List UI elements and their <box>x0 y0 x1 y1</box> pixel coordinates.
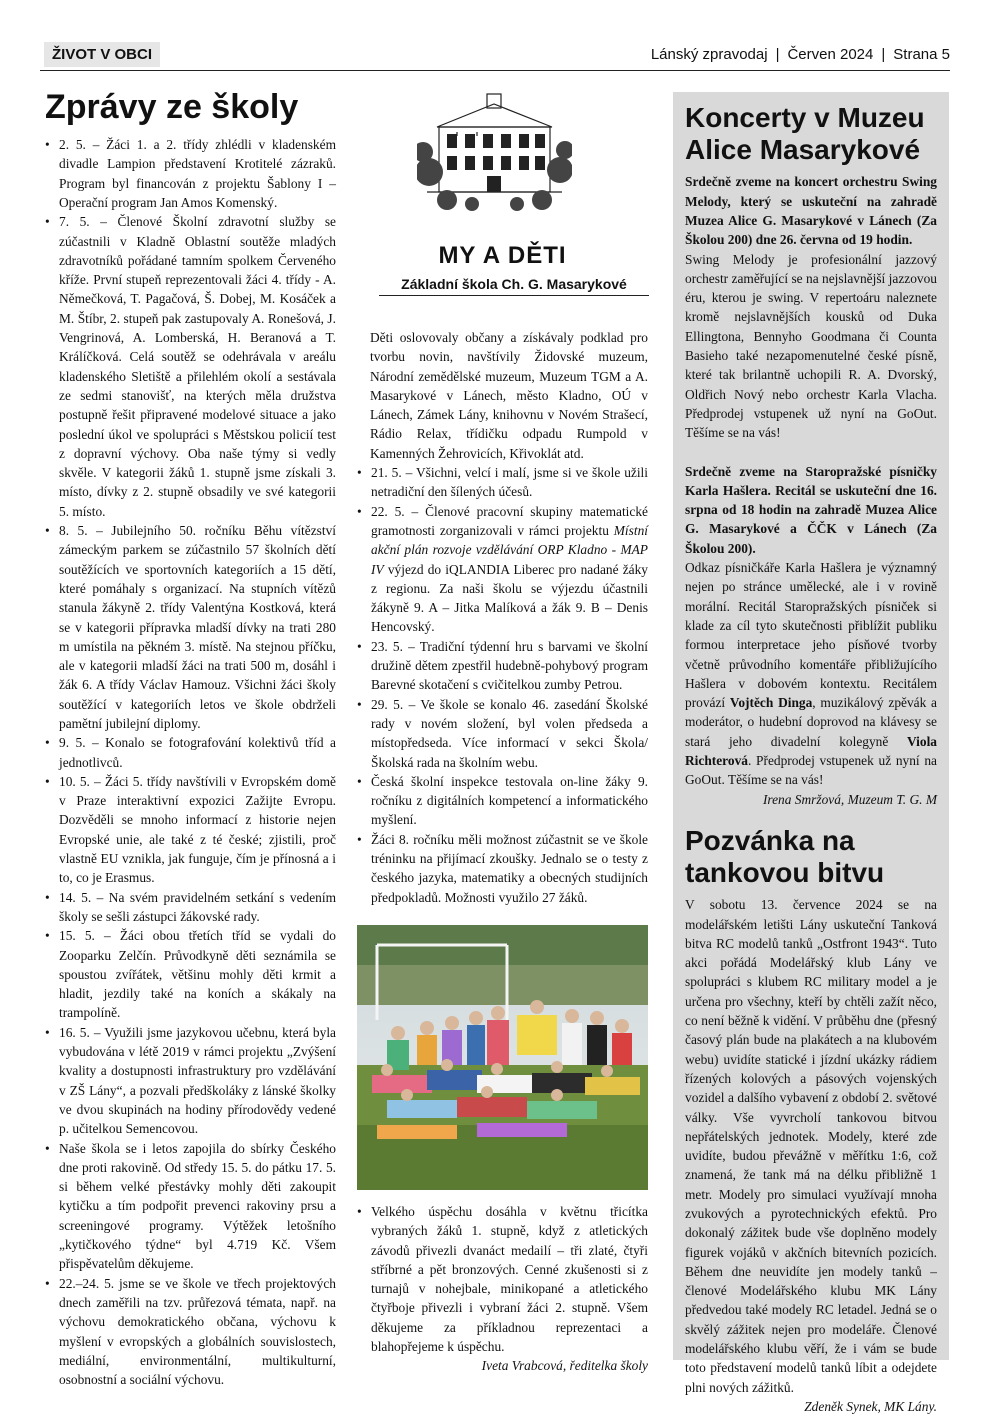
list-item: • 16. 5. – Využili jsme jazykovou učebnu, která byla vybudována v létě 2019 v rámci projektu „Zvýšení kvality a dostupnosti infrastruktury pro vzdělávání v ZŠ Lány“, a pozvali předškoláky z lánské školky ve dvou skupinách na hodiny přírodovědy vedené p. učitelkou Semencovou. <box>45 1023 336 1139</box>
school-building-drawing-icon <box>417 92 572 212</box>
school-news-list <box>45 135 336 1389</box>
concert-2-lead-text: Srdečně zveme na Staropražské písničky Karla Hašlera. Recitál se uskuteční dne 16. srpna od 18 hodin na zahradě Muzea Alice G. Masarykové a ČČK v Lánech (Za Školou 200). <box>685 463 937 556</box>
list-item: • 8. 5. – Jubilejního 50. ročníku Běhu vítězství zámeckým parkem se zúčastnilo 57 školních dětí soutěžících ve sportovních kategoriích a 15 dětí, které pomáhaly s organizací. Na stupních vítězů stanula žákyně 2. třídy Valentýna Kostková, která se v kategorii přípravka mladší dívky na trati 280 m umístila na pěkném 3. místě. Na stejnou příčku, ale v kategorii mladší žáci na trati 500 m, dosáhl i žák 6. A třídy Václav Hamouz. Všichni žáci školy soutěžící v kategoriích letos ve škole obdrželi pamětní jubilejní diplomy. <box>45 521 336 733</box>
school-news-column <box>45 80 336 1389</box>
signature: Iveta Vrabcová, ředitelka školy <box>481 1358 648 1374</box>
list-item: • 10. 5. – Žáci 5. třídy navštívili v Evropském domě v Praze interaktivní expozici Zažijte Evropu. Dozvěděli se mnoho informací z historie nejen Evropské unie, ale také z té české; zjistili, proč vlastně EU vznikla, jak funguje, čím je přínosná a i to, co je Erasmus. <box>45 772 336 888</box>
school-news-list-2 <box>357 463 648 907</box>
item-text: výjezd do iQLANDIA Liberec pro nadané žáky z regionu. Za naši školu se výjezdu účastnili žákyně 9. A – Jitka Malíková a žák 9. B – Denis Hencovský. <box>371 561 648 635</box>
performer-name: Vojtěch Dinga <box>729 695 813 711</box>
list-item: • 21. 5. – Všichni, velcí i malí, jsme si ve škole užili netradiční den šílených účesů. <box>357 463 648 502</box>
item-text: 22. 5. – Členové pracovní skupiny matematické gramotnosti zorganizovali v rámci projektu <box>371 503 648 538</box>
group-photo-icon <box>357 925 648 1190</box>
concert-2-text <box>685 558 937 790</box>
intro-paragraph: Děti oslovovaly občany a získávaly podklad pro tvorbu novin, navštívily Židovské muzeum, Národní zemědělské muzeum, Muzeum TGM a A. Masarykové v Lánech, město Kladno, OÚ v Lánech, Zámek Lány, knihovnu v Novém Strašecí, Rádio Relax, třídičku odpadu Rumpold v Kamenných Žehrovicích, Křivoklát atd. <box>370 330 648 461</box>
issue-date: Červen 2024 <box>787 46 874 63</box>
concert-1-lead <box>685 172 937 249</box>
tanks-title: Pozvánka na tankovou bitvu <box>685 824 885 889</box>
masthead-title: MY A DĚTI <box>438 242 567 269</box>
concert-2-text-b: , muzikálový zpěvák a moderátor, o hudební doprovod na klávesy se stará jeho divadelní kolegyně <box>685 695 937 749</box>
school-news-column-2 <box>357 80 648 1376</box>
concert-2-lead <box>685 462 937 558</box>
list-item: • 14. 5. – Na svém pravidelném setkání s vedením školy se sešli zástupci žákovské rady. <box>45 888 336 927</box>
publication-name: Lánský zpravodaj <box>650 46 768 63</box>
page-header <box>40 40 950 71</box>
concert-1-text: Swing Melody je profesionální jazzový orchestr zaměřující se na nejslavnější jazzovou éru, kterou je swing. V repertoáru naleznete kromě nejslavnějších kousků od Duka Ellingtona, Bennyho Goodmana či Counta Basieho také nezapomenutelné české písně, které tak brilantně uchopili R. A. Dvorský, Oldřich Nový nebo orchestr Karla Vlacha. Předprodej vstupenek už nyní na GoOut. Těšíme se na vás! <box>685 251 937 441</box>
school-news-title: Zprávy ze školy <box>45 88 299 126</box>
list-item: • 22.–24. 5. jsme se ve škole ve třech projektových dnech zaměřili na tzv. průřezová témata, např. na výchovu demokratického občana, výchovu k myšlení v evropských a globálních souvislostech, mediální, environmentální, multikulturní, osobnostní a sociální výchovu. <box>45 1274 336 1390</box>
concerts-title: Koncerty v Muzeu Alice Masarykové <box>685 102 925 166</box>
list-item: • 9. 5. – Konalo se fotografování kolektivů tříd a jednotlivců. <box>45 733 336 772</box>
list-item: • Velkého úspěchu dosáhla v květnu třicítka vybraných žáků 1. stupně, když z atletických závodů přivezli dvanáct medailí – tři zlaté, čtyři stříbrné a pět bronzových. Cenné zkušenosti si z turnajů v nohejbale, minikopané a atletického čtyřboje přivezli i vybraní žáci 2. stupně. Všem děkujeme za příkladnou reprezentaci a blahopřejeme k úspěchu. <box>357 1202 648 1356</box>
concert-1-lead-text: Srdečně zveme na koncert orchestru Swing Melody, který se uskuteční na zahradě Muzea Alice G. Masarykové v Lánech (Za Školou 200) dne 26. června od 19 hodin. <box>685 174 937 248</box>
accompanist-name: Viola Richterová <box>685 733 937 768</box>
list-item: • Česká školní inspekce testovala on-line žáky 9. ročníku z digitálních kompetencí a informatického myšlení. <box>357 772 648 830</box>
list-item <box>357 502 648 637</box>
list-item: • 15. 5. – Žáci obou třetích tříd se vydali do Zooparku Zelčín. Průvodkyně děti seznámila se spoustou zvířátek, většinu mohly děti krmit a hladit, jezdily také na koních a skákaly na trampolíně. <box>45 926 336 1022</box>
school-news-list-3 <box>357 1202 648 1356</box>
tanks-text: V sobotu 13. července 2024 se na modelářském letišti Lány uskuteční Tanková bitva RC modelů tanků „Ostfront 1943“. Tuto akci pořádá Modelářský klub Lány ve spolupráci s klubem RC military model a je určena pro všechny, kteří by chtěli zažít něco, co není běžně k vidění. V průběhu dne (přesný časový plán bude na plakátech a na klubovém webu) uvidíte statické i jízdní ukázky rádiem řízených kolových a pásových vojenských vozidel a dalšího vybavení z období 2. světové války. Vše vyvrcholí tankovou bitvou nepřátelských jednotek. Modely, které zde uvidíte, budou převážně v měřítku 1:6, což znamená, že tank má na délku přibližně 1 metr. Modely pro simulaci využívají mnoha zvukových a pyrotechnických efektů. Pro dokonalý zážitek bude vše doplněno modely figurek vojáků v akčních bitevních pozicích. Během dne neuvidíte jen modely tanků – členové Modelářského klubu MK Lány předvedou také modely RC letadel. Jedná se o skvělý zážitek nejen pro modeláře. Členové modelářského klubu věří, že i vám se bude toto představení modelů tanků líbit a odejdete plni nových zážitků. <box>685 897 937 1395</box>
list-item: • Žáci 8. ročníku měli možnost zúčastnit se ve škole tréninku na přijímací zkoušky. Jednalo se o testy z českého jazyka, matematiky a obecných studijních předpokladů. Možnosti využilo 27 žáků. <box>357 830 648 907</box>
section-tag: ŽIVOT V OBCI <box>44 42 160 67</box>
concerts-signature: Irena Smržová, Muzeum T. G. M <box>762 791 937 807</box>
list-item: • 2. 5. – Žáci 1. a 2. třídy zhlédli v kladenském divadle Lampion představení Krotitelé zázraků. Program byl financován z projektu Šablony I – Operační program Jan Amos Komenský. <box>45 135 336 212</box>
tanks-signature: Zdeněk Synek, MK Lány. <box>804 1398 937 1414</box>
project-name: Místní akční plán rozvoje vzdělávání ORP Kladno - MAP IV <box>371 522 648 577</box>
masthead <box>357 80 648 300</box>
list-item: • Naše škola se i letos zapojila do sbírky Českého dne proti rakovině. Od středy 15. 5. do pátku 17. 5. si během velké přestávky mohly děti zakoupit kytičku a tím podpořit prevenci rakoviny prsu a screeningové programy. Výtěžek letošního „kytičkového týdne“ byl 4.719 Kč. Všem přispěvatelům děkujeme. <box>45 1139 336 1274</box>
list-item: • 29. 5. – Ve škole se konalo 46. zasedání Školské rady v novém složení, byl volen předseda a místopředseda. Více informací v sekci Škola/Školská rada na školním webu. <box>357 695 648 772</box>
list-item: • 23. 5. – Tradiční týdenní hru s barvami ve školní družině dětem zpestřil hudebně-pohybový program Barevné skotačení s cvičitelkou zumby Petrou. <box>357 637 648 695</box>
group-photo <box>357 925 648 1190</box>
concert-2-text-a: Odkaz písničkáře Karla Hašlera je významný nejen po stránce umělecké, ale i v rovině morální. Recitál Staropražských písniček si klade za cíl tyto skutečnosti přiblížit publiku formou interpretace jeho písňové tvorby včetně průvodního komentáře přibližujícího Hašlera v dobovém kontextu. Recitálem provází <box>685 560 937 711</box>
events-box <box>673 92 949 1414</box>
list-item: • 7. 5. – Členové Školní zdravotní služby se zúčastnili v Kladně Oblastní soutěže mladých zdravotníků pořádané tamním spolkem Červeného kříže. První stupeň reprezentovali žáci 4. třídy - A. Němečková, T. Pagačová, Š. Dobej, M. Kosáček a M. Štíbr, 2. stupeň pak zastupovaly A. Ronešová, J. Vengrinová, A. Lomberská, H. Beranová a T. Králíčková. Celá soutěž se odehrávala v areálu kladenského Sletiště a přilehlém okolí a sestávala ze sedmi stanovišť, na kterých měla družstva postupně řešit připravené modelové situace a jako poslední úkol ve spolupráci s Městskou policií test z dopravní výchovy. Oba naše týmy si vedly skvěle. V kategorii žáků 1. stupně jsme získali 3. místo, dívky z 2. stupně obsadily ve své kategorii 5. místo. <box>45 212 336 521</box>
page-number: Strana 5 <box>893 46 950 63</box>
masthead-subtitle: Základní škola Ch. G. Masarykové <box>379 276 649 296</box>
header-info: Lánský zpravodaj | Červen 2024 | Strana 5 <box>650 46 950 63</box>
concert-2-text-c: . Předprodej vstupenek už nyní na GoOut. Těšíme se na vás! <box>685 752 937 788</box>
